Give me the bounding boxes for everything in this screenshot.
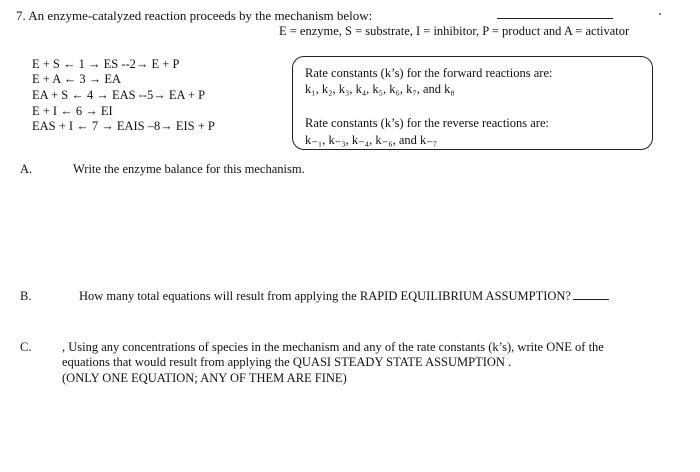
- mechanism-step-5: EAS + I ← 7 → EAIS –8→ EIS + P: [32, 119, 215, 133]
- part-c-label: C.: [20, 340, 32, 354]
- mechanism-step-3: EA + S ← 4 → EAS --5→ EA + P: [32, 88, 206, 102]
- mechanism-step-1: E + S ← 1 → ES --2→ E + P: [32, 57, 180, 71]
- reverse-rates-heading: Rate constants (k’s) for the reverse reactions are:: [305, 116, 549, 130]
- answer-blank-line: [497, 18, 613, 19]
- part-c-line-1: , Using any concentrations of species in the mechanism and any of the rate constants (k’s), write ONE of the: [62, 340, 604, 354]
- reverse-rates-list: k₋₁, k₋₃, k₋₄, k₋₆, and k₋₇: [305, 133, 438, 147]
- part-c-line-2: equations that would result from applying the QUASI STEADY STATE ASSUMPTION .: [62, 355, 512, 369]
- species-legend: E = enzyme, S = substrate, I = inhibitor, P = product and A = activator: [279, 24, 630, 38]
- mechanism-step-2: E + A ← 3 → EA: [32, 72, 121, 86]
- part-a-question: Write the enzyme balance for this mechanism.: [73, 162, 305, 176]
- part-b-label: B.: [20, 289, 32, 303]
- mechanism-step-4: E + I ← 6 → EI: [32, 104, 113, 118]
- part-c-line-3: (ONLY ONE EQUATION; ANY OF THEM ARE FINE): [62, 371, 347, 385]
- part-b-text: How many total equations will result from applying the RAPID EQUILIBRIUM ASSUMPTION?: [79, 289, 571, 303]
- part-b-question: [79, 289, 609, 304]
- question-title: 7. An enzyme-catalyzed reaction proceeds by the mechanism below:: [16, 8, 373, 23]
- stray-mark: [659, 13, 661, 15]
- forward-rates-heading: Rate constants (k’s) for the forward reactions are:: [305, 66, 553, 80]
- forward-rates-list: k₁, k₂, k₃, k₄, k₅, k₆, k₇, and k₈: [305, 82, 455, 96]
- part-b-answer-blank: [573, 289, 609, 300]
- part-a-label: A.: [20, 162, 33, 176]
